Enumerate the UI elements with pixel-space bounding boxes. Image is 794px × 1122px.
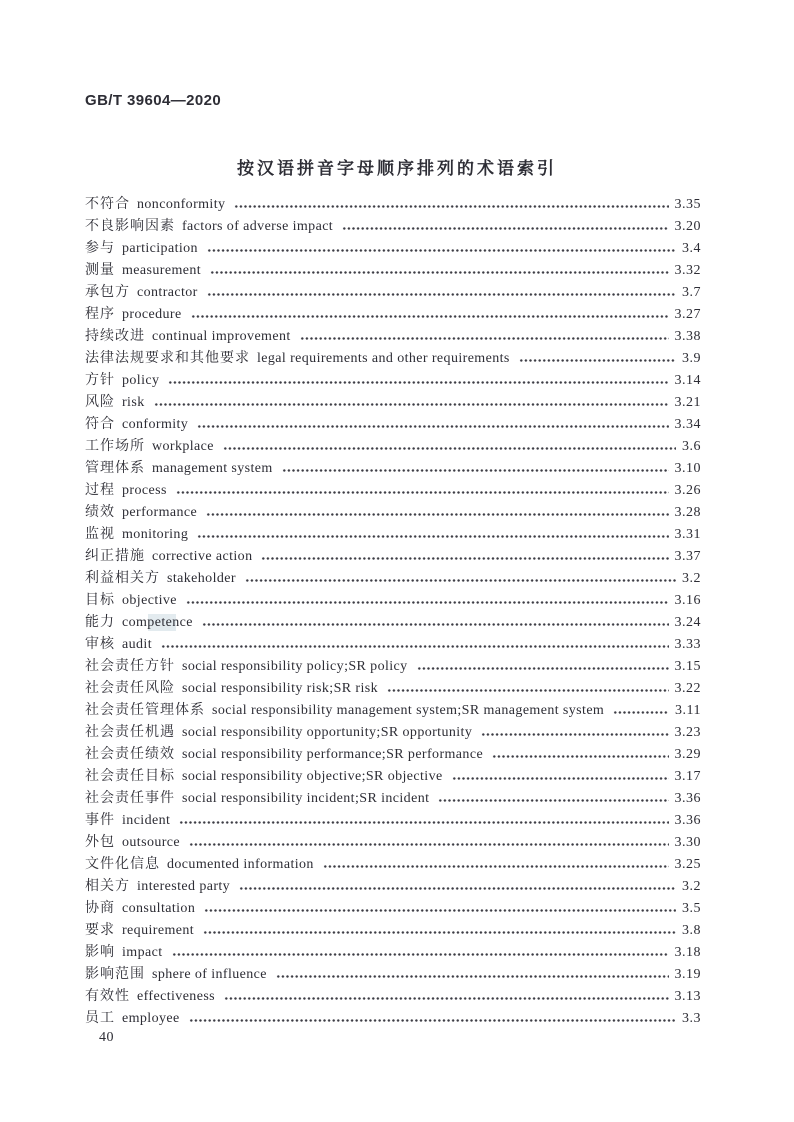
entry-ref: 3.38 [674,329,701,344]
term-zh: 有效性 [85,989,130,1004]
term-zh: 绩效 [85,505,115,520]
term-en: policy [122,373,160,388]
dotted-leader [186,599,669,606]
index-entry-row [85,810,701,832]
entry-ref: 3.13 [674,989,701,1004]
entry-ref: 3.8 [682,923,701,938]
term-zh: 事件 [85,813,115,828]
term-en: objective [122,593,177,608]
index-entry-row [85,370,701,392]
term-zh: 影响范围 [85,967,145,982]
index-entry-row [85,854,701,876]
term-en: social responsibility objective;SR objective [182,769,443,784]
dotted-leader [203,929,676,936]
entry-ref: 3.22 [674,681,701,696]
dotted-leader [438,797,668,804]
entry-ref: 3.2 [682,571,701,586]
page-number: 40 [99,1030,114,1045]
index-entry-row [85,436,701,458]
dotted-leader [223,445,676,452]
dotted-leader [239,885,676,892]
term-en: social responsibility incident;SR incident [182,791,430,806]
dotted-leader [261,555,668,562]
index-entry-row [85,480,701,502]
entry-ref: 3.14 [674,373,701,388]
dotted-leader [161,643,669,650]
index-entry-row [85,612,701,634]
dotted-leader [323,863,669,870]
dotted-leader [206,511,668,518]
dotted-leader [176,489,669,496]
term-en: measurement [122,263,202,278]
entry-ref: 3.36 [674,813,701,828]
index-entry-row [85,260,701,282]
index-entry-row [85,744,701,766]
term-zh: 符合 [85,417,115,432]
entry-ref: 3.25 [674,857,701,872]
term-en: social responsibility management system;SR management system [212,703,605,718]
index-entry-row [85,722,701,744]
entry-ref: 3.27 [674,307,701,322]
entry-ref: 3.32 [674,263,701,278]
term-en: participation [122,241,198,256]
dotted-leader [172,951,669,958]
term-en: social responsibility policy;SR policy [182,659,408,674]
index-entry-row [85,1008,701,1030]
dotted-leader [282,467,669,474]
term-en: management system [152,461,273,476]
term-zh: 法律法规要求和其他要求 [85,351,250,366]
entry-ref: 3.6 [682,439,701,454]
term-zh: 不良影响因素 [85,219,175,234]
term-zh: 方针 [85,373,115,388]
index-entry-row [85,920,701,942]
index-entry-row [85,238,701,260]
term-en: workplace [152,439,214,454]
index-entry-row [85,964,701,986]
index-entry-row [85,700,701,722]
entry-ref: 3.2 [682,879,701,894]
entry-ref: 3.15 [674,659,701,674]
entry-ref: 3.16 [674,593,701,608]
index-entry-row [85,832,701,854]
term-en: risk [122,395,145,410]
index-entry-row [85,942,701,964]
page-title: 按汉语拼音字母顺序排列的术语索引 [237,159,557,178]
term-zh: 持续改进 [85,329,145,344]
dotted-leader [168,379,668,386]
index-entry-row [85,194,701,216]
index-entry-row [85,546,701,568]
term-zh: 利益相关方 [85,571,160,586]
index-entry-row [85,766,701,788]
entry-ref: 3.9 [682,351,701,366]
dotted-leader [276,973,669,980]
dotted-leader [342,225,668,232]
index-entry-row [85,502,701,524]
index-entry-row [85,876,701,898]
term-en: performance [122,505,198,520]
dotted-leader [202,621,669,628]
dotted-leader [417,665,669,672]
dotted-leader [207,291,676,298]
term-zh: 要求 [85,923,115,938]
index-entry-row [85,788,701,810]
dotted-leader [224,995,668,1002]
entry-ref: 3.4 [682,241,701,256]
dotted-leader [154,401,669,408]
term-zh: 纠正措施 [85,549,145,564]
entry-ref: 3.19 [674,967,701,982]
term-zh: 影响 [85,945,115,960]
term-zh: 审核 [85,637,115,652]
term-zh: 社会责任事件 [85,791,175,806]
index-entry-row [85,348,701,370]
term-en: employee [122,1011,180,1026]
term-zh: 社会责任风险 [85,681,175,696]
entry-ref: 3.31 [674,527,701,542]
dotted-leader [204,907,676,914]
dotted-leader [197,423,668,430]
term-zh: 相关方 [85,879,130,894]
dotted-leader [245,577,676,584]
term-zh: 员工 [85,1011,115,1026]
standard-code: GB/T 39604—2020 [85,92,222,109]
entry-ref: 3.28 [674,505,701,520]
dotted-leader [481,731,668,738]
term-en: factors of adverse impact [182,219,334,234]
index-entry-row [85,458,701,480]
index-entry-row [85,568,701,590]
index-entry-row [85,282,701,304]
dotted-leader [452,775,669,782]
index-entry-row [85,898,701,920]
term-zh: 过程 [85,483,115,498]
term-en: effectiveness [137,989,216,1004]
term-zh: 监视 [85,527,115,542]
entry-ref: 3.21 [674,395,701,410]
entry-ref: 3.26 [674,483,701,498]
term-en: competence [122,615,193,630]
dotted-leader [300,335,669,342]
term-en: documented information [167,857,314,872]
term-en: outsource [122,835,181,850]
entry-ref: 3.17 [674,769,701,784]
term-zh: 外包 [85,835,115,850]
term-en: conformity [122,417,189,432]
entry-ref: 3.5 [682,901,701,916]
dotted-leader [492,753,668,760]
term-zh: 程序 [85,307,115,322]
entry-ref: 3.36 [674,791,701,806]
term-zh: 能力 [85,615,115,630]
entry-ref: 3.33 [674,637,701,652]
index-entry-row [85,986,701,1008]
dotted-leader [189,841,668,848]
term-en: continual improvement [152,329,291,344]
term-zh: 测量 [85,263,115,278]
entry-ref: 3.11 [675,703,701,718]
entry-ref: 3.23 [674,725,701,740]
dotted-leader [189,1017,676,1024]
term-zh: 参与 [85,241,115,256]
term-zh: 社会责任方针 [85,659,175,674]
index-entry-row [85,656,701,678]
dotted-leader [613,709,669,716]
dotted-leader [234,203,668,210]
dotted-leader [191,313,669,320]
dotted-leader [179,819,668,826]
index-entry-row [85,216,701,238]
term-en: social responsibility risk;SR risk [182,681,378,696]
term-en: monitoring [122,527,189,542]
entry-ref: 3.18 [674,945,701,960]
term-en: procedure [122,307,182,322]
entry-ref: 3.35 [674,197,701,212]
term-zh: 社会责任机遇 [85,725,175,740]
term-zh: 社会责任目标 [85,769,175,784]
term-zh: 文件化信息 [85,857,160,872]
term-en: nonconformity [137,197,226,212]
dotted-leader [387,687,669,694]
term-zh: 风险 [85,395,115,410]
entry-ref: 3.7 [682,285,701,300]
term-en: audit [122,637,152,652]
index-entry-row [85,678,701,700]
index-entry-row [85,392,701,414]
entry-ref: 3.34 [674,417,701,432]
index-entry-row [85,590,701,612]
term-en: impact [122,945,163,960]
term-en: legal requirements and other requirements [257,351,510,366]
term-zh: 不符合 [85,197,130,212]
index-entry-row [85,414,701,436]
entry-ref: 3.10 [674,461,701,476]
term-zh: 管理体系 [85,461,145,476]
entry-ref: 3.30 [674,835,701,850]
index-entry-row [85,524,701,546]
index-entry-row [85,326,701,348]
term-zh: 社会责任绩效 [85,747,175,762]
term-en: process [122,483,167,498]
term-en: contractor [137,285,198,300]
term-en: incident [122,813,171,828]
dotted-leader [207,247,676,254]
term-zh: 社会责任管理体系 [85,703,205,718]
index-entry-row [85,634,701,656]
term-zh: 目标 [85,593,115,608]
index-entry-row [85,304,701,326]
term-zh: 协商 [85,901,115,916]
term-en: requirement [122,923,195,938]
dotted-leader [197,533,668,540]
term-en: consultation [122,901,196,916]
term-en: stakeholder [167,571,236,586]
dotted-leader [519,357,676,364]
entry-ref: 3.37 [674,549,701,564]
term-en: sphere of influence [152,967,267,982]
dotted-leader [210,269,668,276]
entry-ref: 3.20 [674,219,701,234]
term-zh: 工作场所 [85,439,145,454]
term-en: corrective action [152,549,253,564]
term-zh: 承包方 [85,285,130,300]
entry-ref: 3.29 [674,747,701,762]
term-en: social responsibility performance;SR performance [182,747,484,762]
term-en: social responsibility opportunity;SR opportunity [182,725,473,740]
index-list [85,194,701,1030]
term-en: interested party [137,879,231,894]
entry-ref: 3.24 [674,615,701,630]
entry-ref: 3.3 [682,1011,701,1026]
